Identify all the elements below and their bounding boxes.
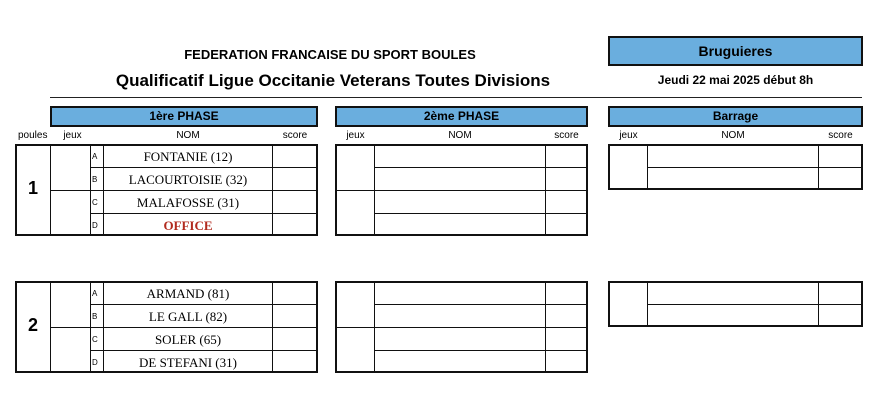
col-jeux-barrage: jeux — [619, 130, 638, 141]
competition-title: Qualificatif Ligue Occitanie Veterans Toutes Divisions — [115, 71, 551, 90]
player-name-office: OFFICE — [163, 218, 213, 233]
header-divider — [50, 97, 862, 98]
col-jeux-p2: jeux — [346, 130, 365, 141]
phase-1-header: 1ère PHASE — [50, 106, 318, 127]
col-nom-p1: NOM — [176, 130, 200, 141]
player-letter: B — [92, 175, 98, 184]
barrage-header: Barrage — [608, 106, 863, 127]
player-letter: C — [92, 335, 98, 344]
player-letter: A — [92, 152, 98, 161]
poule-1-number: 1 — [27, 178, 38, 198]
col-poules: poules — [18, 130, 48, 141]
col-score-p2: score — [554, 130, 579, 141]
col-nom-p2: NOM — [448, 130, 472, 141]
player-letter: A — [92, 289, 98, 298]
col-score-barrage: score — [828, 130, 853, 141]
col-jeux-p1: jeux — [63, 130, 82, 141]
player-letter: B — [92, 312, 98, 321]
player-name: SOLER (65) — [154, 332, 222, 347]
venue-box: Bruguieres — [608, 36, 863, 66]
phase-2-header: 2ème PHASE — [335, 106, 588, 127]
player-letter: D — [92, 221, 98, 230]
col-score-p1: score — [282, 130, 308, 141]
player-letter: C — [92, 198, 98, 207]
player-name: DE STEFANI (31) — [139, 355, 237, 370]
player-name: FONTANIE (12) — [143, 149, 233, 164]
col-nom-barrage: NOM — [721, 130, 745, 141]
federation-name: FEDERATION FRANCAISE DU SPORT BOULES — [184, 47, 476, 62]
poule-2-number: 2 — [27, 315, 38, 335]
player-name: ARMAND (81) — [146, 286, 230, 301]
player-letter: D — [92, 358, 98, 367]
player-name: LE GALL (82) — [148, 309, 228, 324]
event-date: Jeudi 22 mai 2025 début 8h — [657, 73, 814, 87]
player-name: MALAFOSSE (31) — [136, 195, 240, 210]
player-name: LACOURTOISIE (32) — [128, 172, 248, 187]
